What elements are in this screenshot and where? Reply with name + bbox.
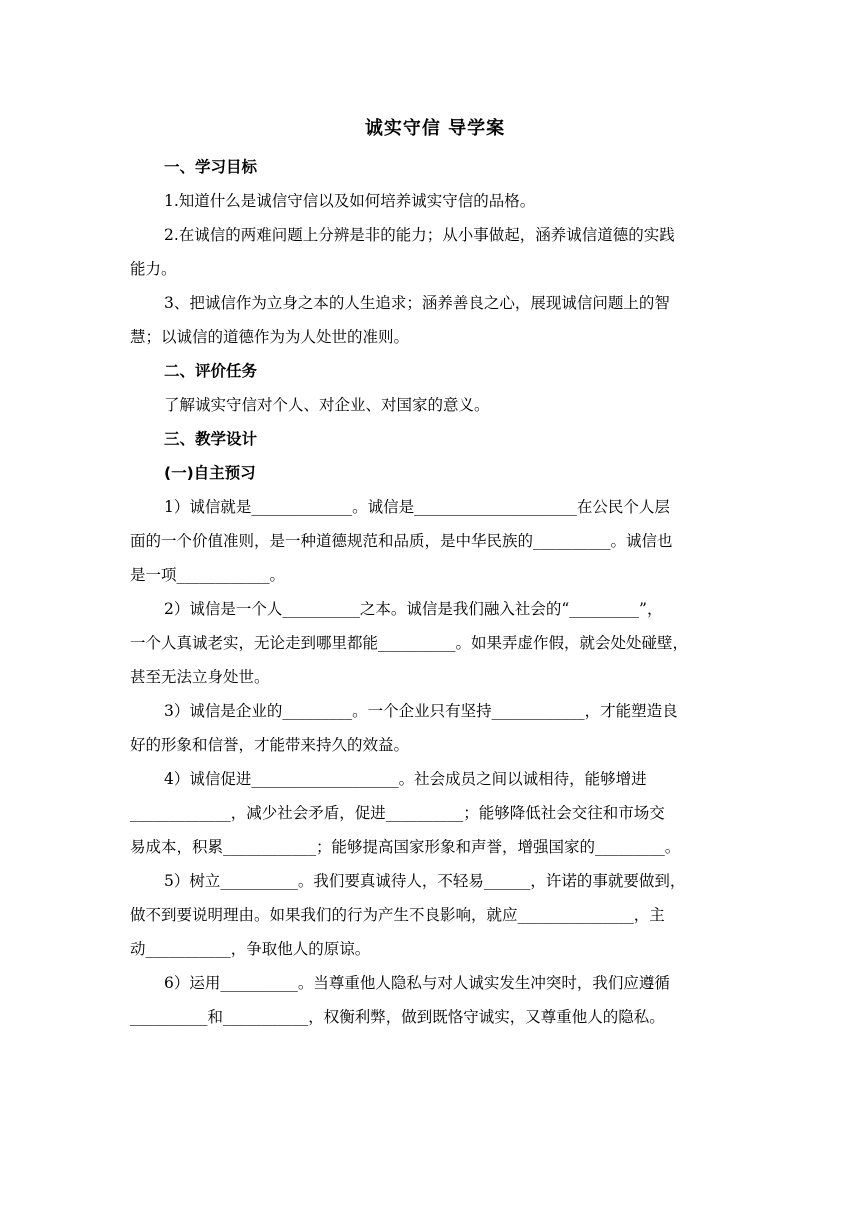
goal-item: 3、把诚信作为立身之本的人生追求；涵养善良之心，展现诚信问题上的智 慧；以诚信的道德作为为人处世的准则。: [130, 294, 670, 346]
document-content: [130, 112, 740, 1034]
exercise-item: 2）诚信是一个人__________之本。诚信是我们融入社会的“_________”， 一个人真诚老实，无论走到哪里都能__________。如果弄虚作假，就会处处碰壁， 甚至无法立身处世。: [130, 600, 689, 686]
subsection-heading-preview: (一)自主预习: [164, 464, 256, 482]
goal-item: 2.在诚信的两难问题上分辨是非的能力；从小事做起，涵养诚信道德的实践 能力。: [130, 226, 675, 278]
exercise-item: 4）诚信促进___________________。社会成员之间以诚相待，能够增进 _____________，减少社会矛盾，促进__________；能够降低社会交往和市场交 易成本，积累____________；能够提高国家形象和声誉，增强国家的_________。: [130, 770, 681, 856]
evaluation-item: 了解诚实守信对个人、对企业、对国家的意义。: [164, 396, 490, 414]
section-heading-evaluation: 二、评价任务: [164, 362, 258, 380]
exercise-item: 5）树立__________。我们要真诚待人，不轻易______，许诺的事就要做到， 做不到要说明理由。如果我们的行为产生不良影响，就应_______________，主 动___________，争取他人的原谅。: [130, 872, 686, 958]
page-title: 诚实守信 导学案: [364, 118, 506, 139]
exercise-item: 1）诚信就是_____________。诚信是_____________________在公民个人层 面的一个价值准则，是一种道德规范和品质，是中华民族的__________。诚信也 是一项____________。: [130, 498, 673, 584]
exercise-item: 3）诚信是企业的_________。一个企业只有坚持____________，才能塑造良 好的形象和信誉，才能带来持久的效益。: [130, 702, 678, 754]
goal-item: 1.知道什么是诚信守信以及如何培养诚实守信的品格。: [164, 192, 536, 210]
exercise-item: 6）运用__________。当尊重他人隐私与对人诚实发生冲突时，我们应遵循 __________和___________，权衡利弊，做到既恪守诚实，又尊重他人的隐私。: [130, 974, 670, 1026]
section-heading-design: 三、教学设计: [164, 430, 258, 448]
section-heading-goals: 一、学习目标: [164, 158, 258, 176]
